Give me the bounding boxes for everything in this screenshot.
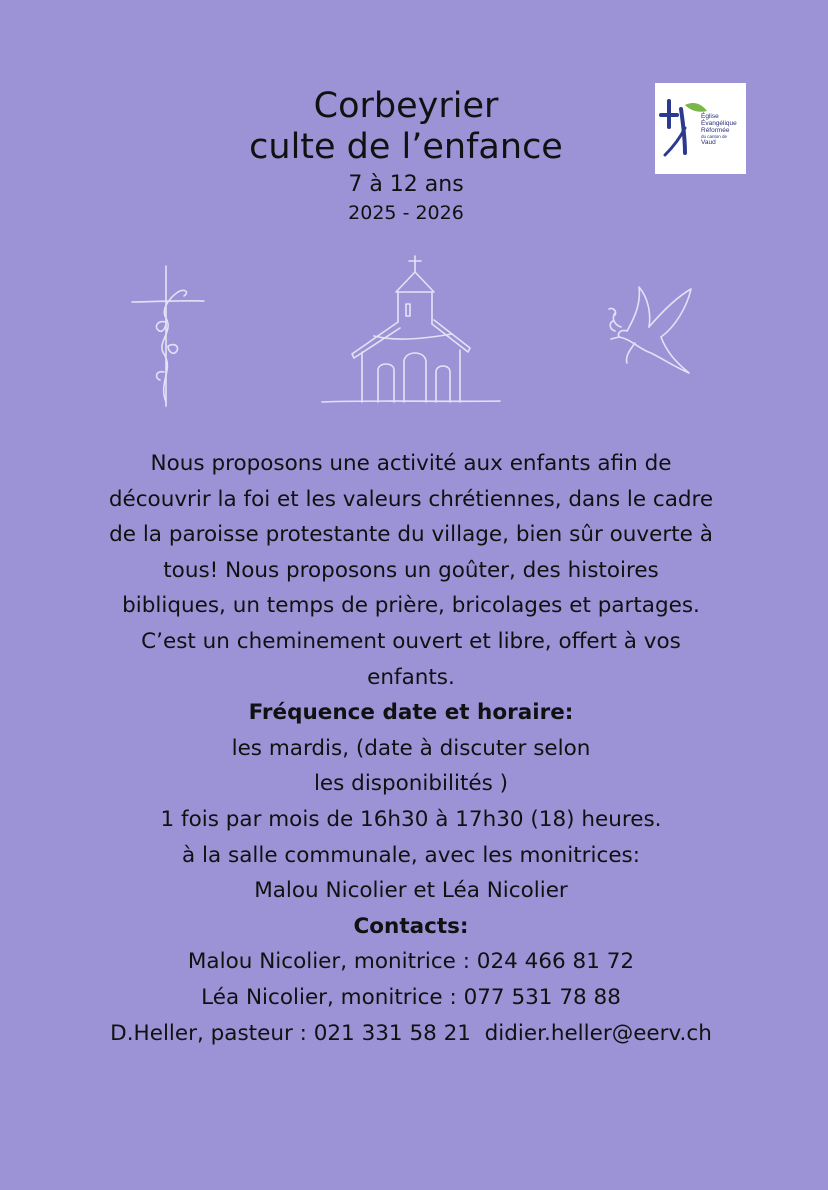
contact-line: Léa Nicolier, monitrice : 077 531 78 88: [201, 984, 621, 1010]
schedule-line: les mardis, (date à discuter selon: [231, 735, 591, 761]
schedule-line: Malou Nicolier et Léa Nicolier: [254, 878, 568, 904]
intro-line: découvrir la foi et les valeurs chrétiennes, dans le cadre: [108, 486, 714, 512]
schedule-line: 1 fois par mois de 16h30 à 17h30 (18) heures.: [160, 806, 662, 832]
schedule-line: à la salle communale, avec les monitrices:: [182, 842, 640, 868]
contacts-heading: Contacts:: [353, 913, 469, 939]
age-range: 7 à 12 ans: [348, 172, 464, 197]
intro-line: Nous proposons une activité aux enfants afin de: [150, 451, 672, 476]
contact-line: D.Heller, pasteur : 021 331 58 21 didier.heller@eerv.ch: [110, 1020, 712, 1046]
intro-line: C’est un cheminement ouvert et libre, offert à vos: [141, 628, 681, 654]
intro-line: tous! Nous proposons un goûter, des histoires: [163, 557, 659, 583]
season: 2025 - 2026: [348, 202, 464, 224]
page-title: Corbeyrier: [313, 86, 499, 126]
intro-line: bibliques, un temps de prière, bricolages et partages.: [122, 593, 700, 619]
schedule-line: les disponibilités ): [313, 771, 509, 797]
dove-icon: [605, 283, 697, 378]
body-text: [40, 446, 782, 1051]
contact-line: Malou Nicolier, monitrice : 024 466 81 72: [187, 949, 635, 975]
logo-text: Église Évangélique Réformée du canton de Vaud: [701, 113, 737, 146]
eerv-logo: [655, 83, 746, 174]
page-subtitle: culte de l’enfance: [249, 127, 563, 167]
intro-line: de la paroisse protestante du village, bien sûr ouverte à: [109, 522, 713, 548]
intro-line: enfants.: [367, 664, 455, 690]
chapel-icon: [318, 252, 504, 406]
cross-with-vine-icon: [128, 262, 208, 410]
schedule-heading: Fréquence date et horaire:: [248, 700, 574, 726]
